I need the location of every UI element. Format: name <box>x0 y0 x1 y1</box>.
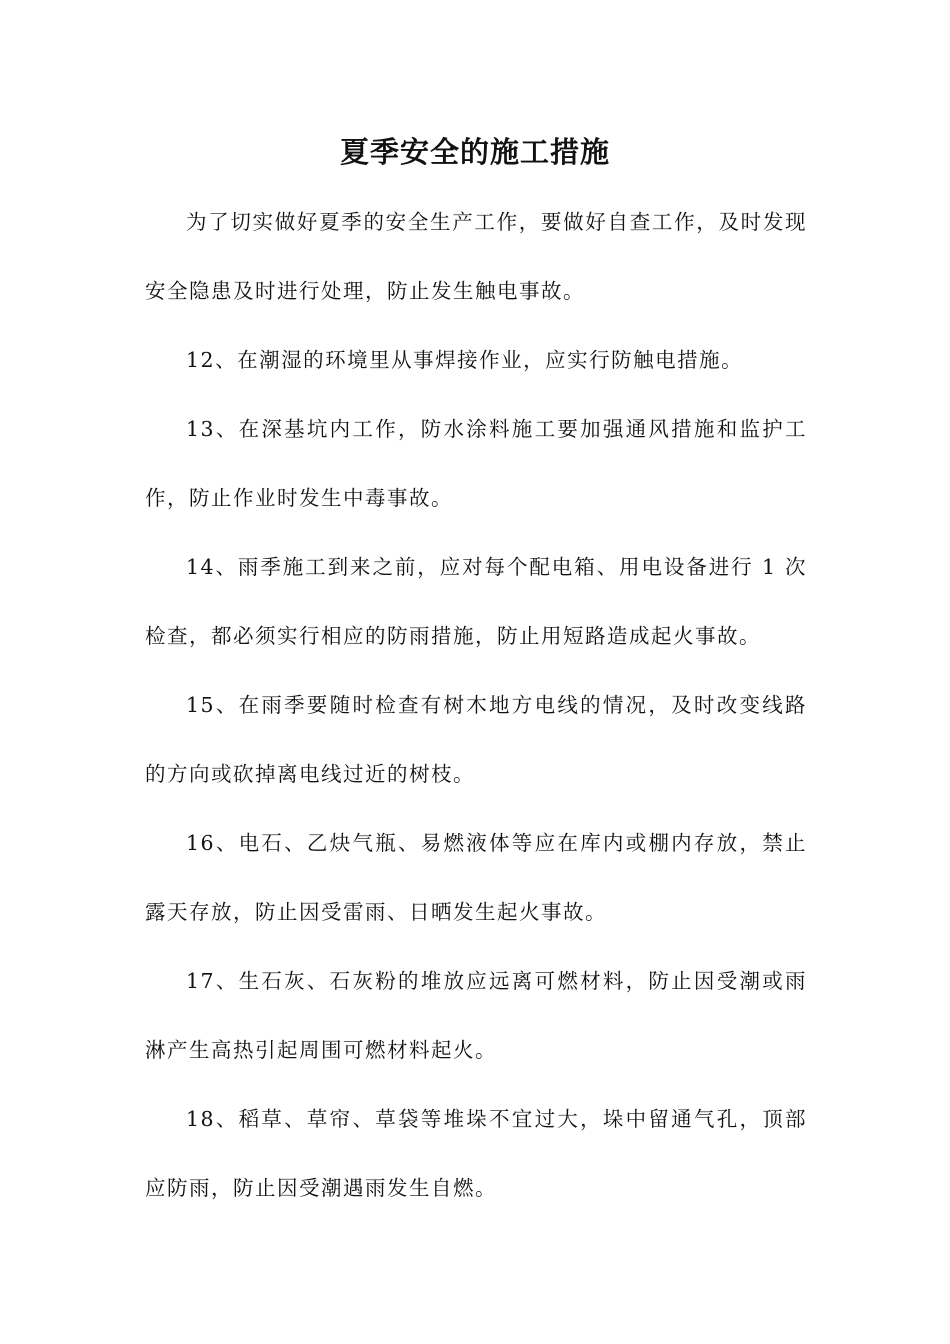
document-title: 夏季安全的施工措施 <box>339 135 610 169</box>
paragraph-item-13: 13、在深基坑内工作，防水涂料施工要加强通风措施和监护工作，防止作业时发生中毒事故。 <box>145 417 807 510</box>
paragraph-item-15: 15、在雨季要随时检查有树木地方电线的情况，及时改变线路的方向或砍掉离电线过近的树枝。 <box>145 693 807 786</box>
paragraph-intro: 为了切实做好夏季的安全生产工作，要做好自查工作，及时发现安全隐患及时进行处理，防止发生触电事故。 <box>145 210 807 303</box>
paragraph-item-17: 17、生石灰、石灰粉的堆放应远离可燃材料，防止因受潮或雨淋产生高热引起周围可燃材料起火。 <box>145 969 807 1062</box>
paragraph-item-18: 18、稻草、草帘、草袋等堆垛不宜过大，垛中留通气孔，顶部应防雨，防止因受潮遇雨发生自燃。 <box>145 1107 807 1200</box>
document-body <box>145 188 807 1223</box>
paragraph-item-12: 12、在潮湿的环境里从事焊接作业，应实行防触电措施。 <box>186 348 744 372</box>
paragraph-item-16: 16、电石、乙炔气瓶、易燃液体等应在库内或棚内存放，禁止露天存放，防止因受雷雨、日晒发生起火事故。 <box>145 831 807 924</box>
paragraph-item-14: 14、雨季施工到来之前，应对每个配电箱、用电设备进行 1 次检查，都必须实行相应的防雨措施，防止用短路造成起火事故。 <box>145 555 807 648</box>
